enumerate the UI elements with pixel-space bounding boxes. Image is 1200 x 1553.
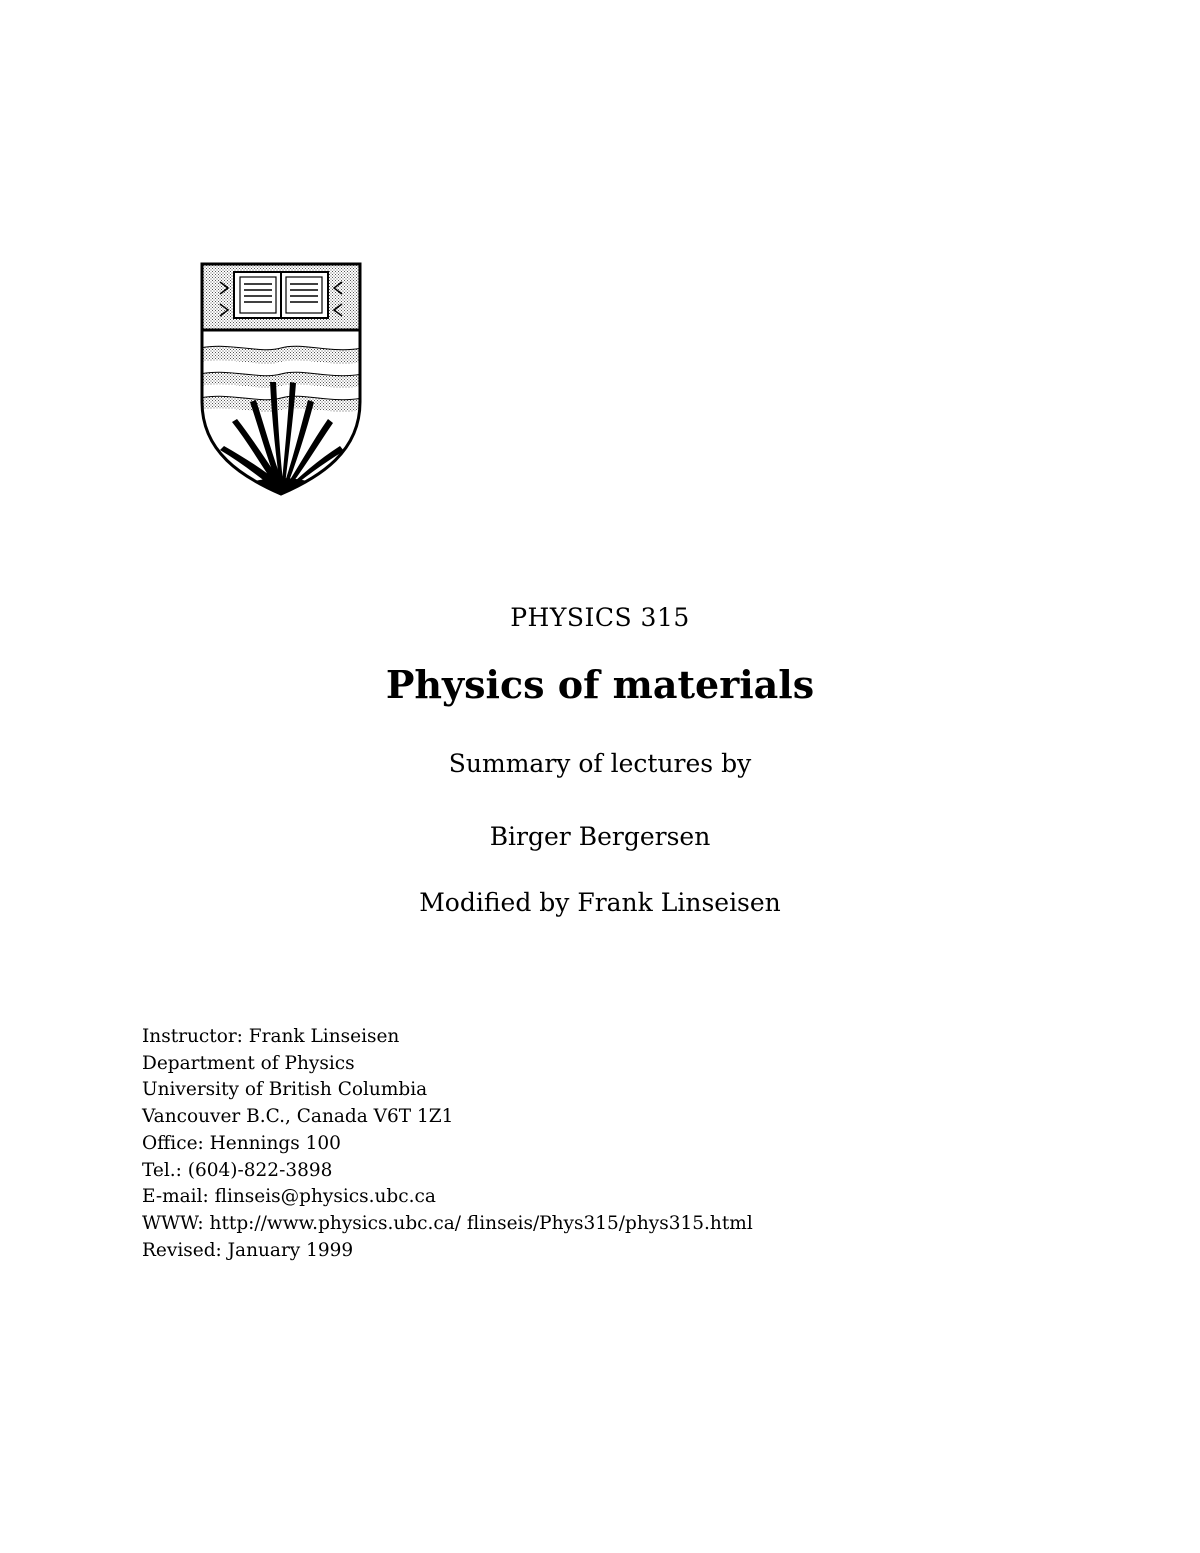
instructor-line: Instructor: Frank Linseisen [142, 1026, 400, 1047]
course-code: PHYSICS 315 [510, 603, 690, 632]
university-line: University of British Columbia [142, 1079, 428, 1101]
telephone-line: Tel.: (604)-822-3898 [142, 1159, 333, 1181]
modified-by: Modified by Frank Linseisen [419, 888, 781, 917]
contact-block [142, 1024, 753, 1264]
university-crest-icon [200, 262, 362, 498]
address-line: Vancouver B.C., Canada V6T 1Z1 [142, 1106, 454, 1128]
website-line: WWW: http://www.physics.ubc.ca/ flinseis/Phys315/phys315.html [142, 1212, 753, 1234]
author-name: Birger Bergersen [489, 822, 711, 851]
department-line: Department of Physics [142, 1052, 355, 1074]
subtitle: Summary of lectures by [448, 749, 752, 778]
office-line: Office: Hennings 100 [142, 1132, 341, 1154]
email-line: E-mail: flinseis@physics.ubc.ca [142, 1186, 436, 1208]
revised-line: Revised: January 1999 [142, 1239, 354, 1261]
document-title: Physics of materials [385, 662, 815, 707]
